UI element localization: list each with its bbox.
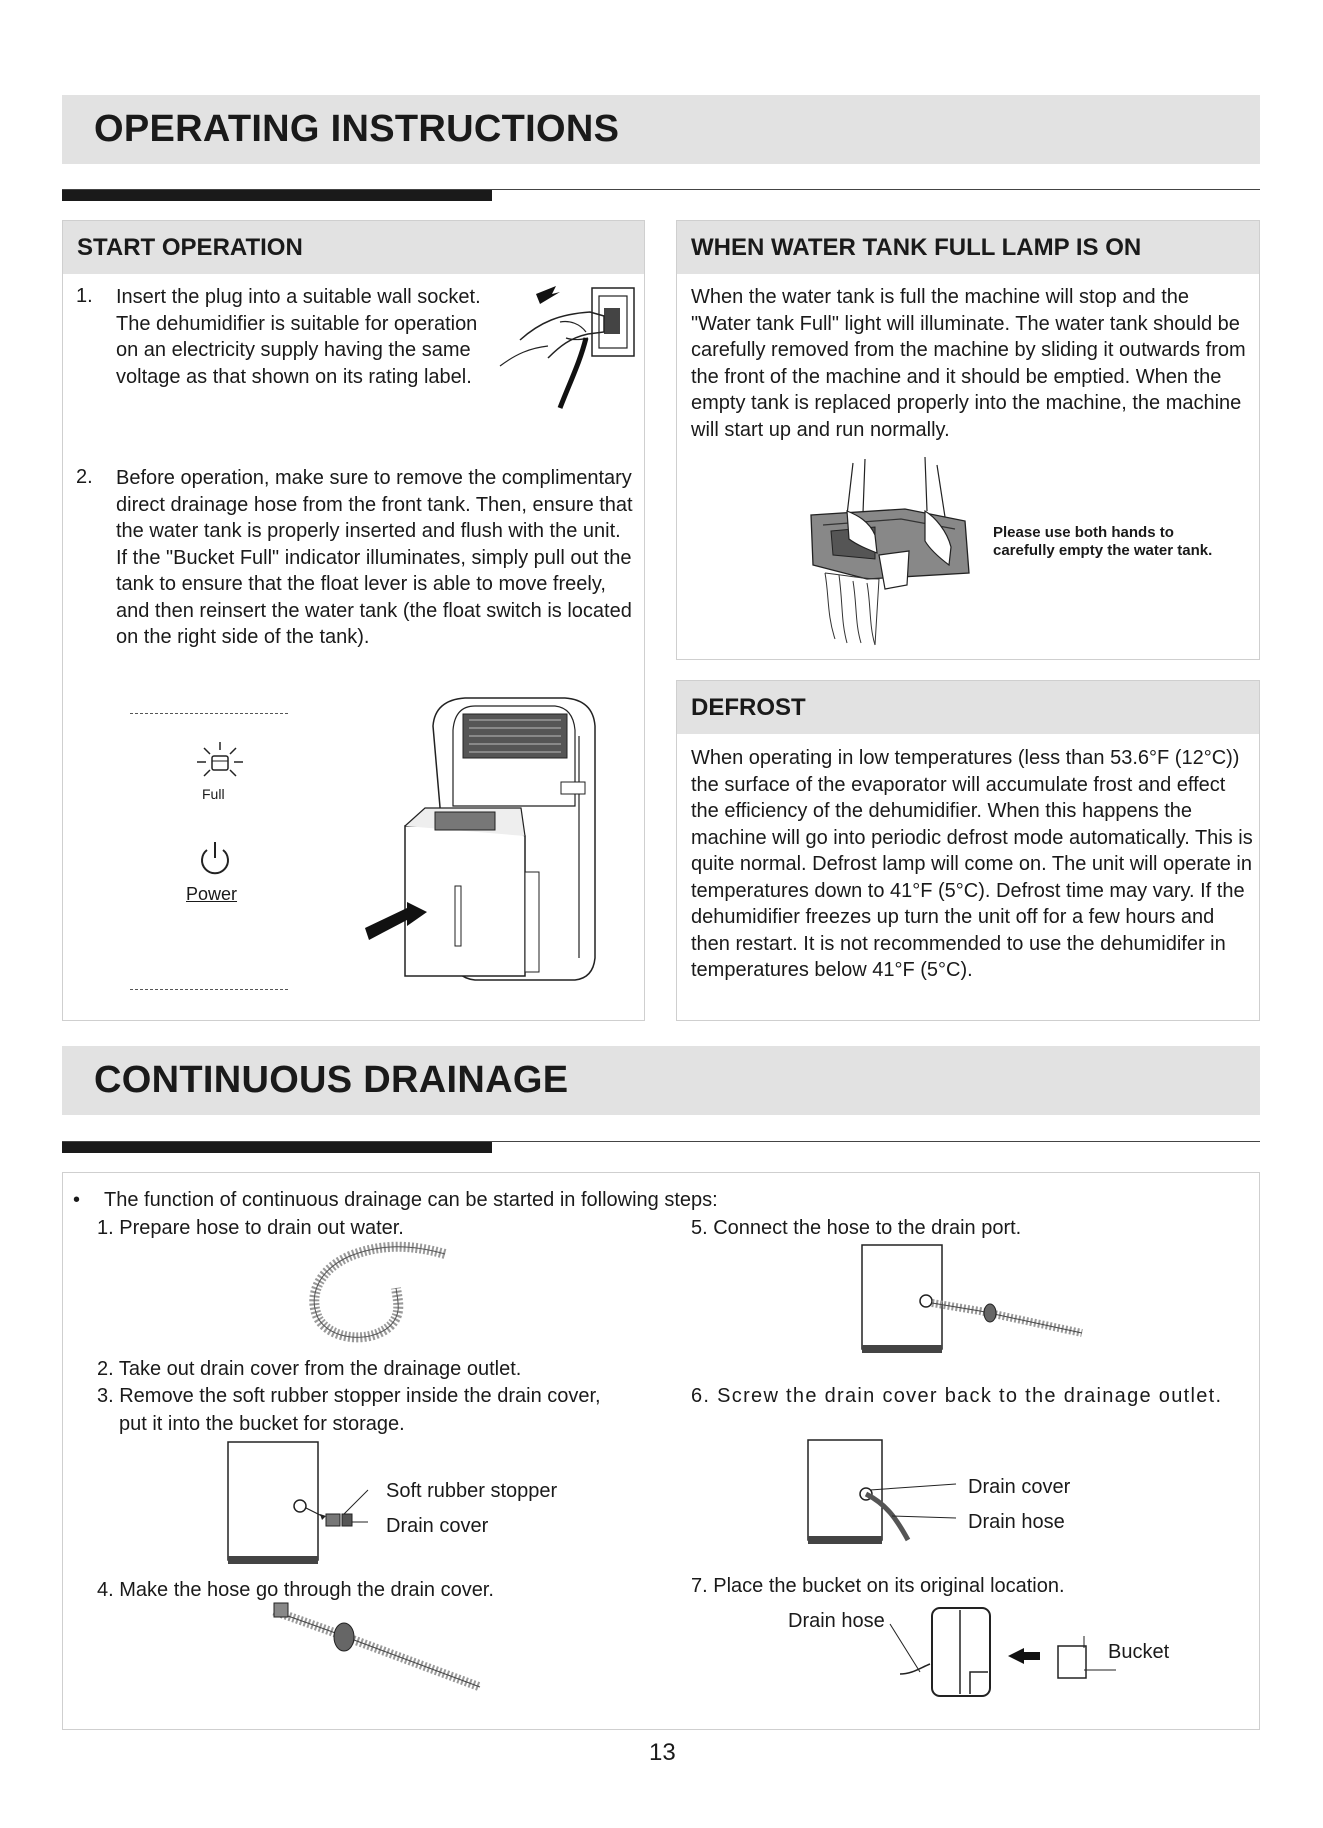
label-soft-rubber-stopper: Soft rubber stopper <box>386 1480 558 1502</box>
empty-tank-illustration <box>805 455 975 645</box>
dehumidifier-tank-illustration <box>365 696 605 986</box>
tank-full-note: Please use both hands to carefully empty the water tank. <box>993 524 1213 559</box>
drainage-rule-thin <box>62 1141 1260 1142</box>
drain-step6: 6. Screw the drain cover back to the drainage outlet. <box>691 1385 1223 1407</box>
operating-rule-thin <box>62 189 1260 190</box>
label-drain-cover-step3: Drain cover <box>386 1515 489 1537</box>
drain-step1: 1. Prepare hose to drain out water. <box>97 1217 404 1239</box>
page-number: 13 <box>649 1739 676 1766</box>
place-bucket-illustration <box>890 1604 1120 1700</box>
power-label: Power <box>186 884 238 904</box>
drain-step2: 2. Take out drain cover from the drainage outlet. <box>97 1358 522 1380</box>
rubber-stopper-illustration <box>226 1440 376 1570</box>
plug-socket-illustration <box>500 282 640 412</box>
intro-bullet: • <box>73 1189 81 1211</box>
drainage-title: CONTINUOUS DRAINAGE <box>94 1059 569 1101</box>
drain-step7: 7. Place the bucket on its original location. <box>691 1575 1065 1597</box>
defrost-title: DEFROST <box>691 694 806 721</box>
drainage-rule-thick <box>62 1141 492 1153</box>
operating-title: OPERATING INSTRUCTIONS <box>94 108 620 150</box>
tank-full-title: WHEN WATER TANK FULL LAMP IS ON <box>691 234 1142 261</box>
intro-text: The function of continuous drainage can be started in following steps: <box>104 1189 718 1211</box>
step1-number: 1. <box>76 285 93 307</box>
hose-through-cover-illustration <box>270 1603 485 1693</box>
connect-hose-illustration <box>860 1243 1090 1363</box>
label-drain-hose-step6: Drain hose <box>968 1511 1065 1533</box>
power-icon[interactable] <box>198 840 232 878</box>
drain-step3-line1: 3. Remove the soft rubber stopper inside the drain cover, <box>97 1385 601 1407</box>
label-drain-cover-step6: Drain cover <box>968 1476 1071 1498</box>
drain-step5: 5. Connect the hose to the drain port. <box>691 1217 1022 1239</box>
tank-full-text: When the water tank is full the machine will stop and the "Water tank Full" light will illuminate. The water tank should be carefully removed from the machine by sliding it outwards from the front of the machine and it should be emptied. When the empty tank is replaced properly into the machine, the machine will start up and run normally. <box>691 286 1246 441</box>
full-label: Full <box>202 786 225 802</box>
panel-dashed-bottom <box>130 989 288 990</box>
step2-text: Before operation, make sure to remove the complimentary direct drainage hose from the front tank. Then, ensure that the water tank is properly inserted and flush with the unit. If the "Bucket Full" indicator illuminates, simply pull out the tank to ensure that the float lever is able to move freely, and then reinsert the water tank (the float switch is located on the right side of the tank). <box>116 467 633 648</box>
label-bucket: Bucket <box>1108 1641 1170 1663</box>
start-operation-title: START OPERATION <box>77 234 303 261</box>
drain-step3-line2: put it into the bucket for storage. <box>119 1413 405 1435</box>
coiled-hose-illustration <box>300 1240 450 1350</box>
panel-dashed-top <box>130 713 288 714</box>
defrost-text: When operating in low temperatures (less than 53.6°F (12°C)) the surface of the evaporator will accumulate frost and effect the efficiency of the dehumidifier. When this happens the machine will go into periodic defrost mode automatically. This is quite normal. Defrost lamp will come on. The unit will operate in temperatures down to 41°F (5°C). Defrost time may vary. If the dehumidifier freezes up turn the unit off for a few hours and then restart. It is not recommended to use the dehumidifer in temperatures below 41°F (5°C). <box>691 747 1253 981</box>
step2-number: 2. <box>76 466 93 488</box>
drain-step4: 4. Make the hose go through the drain cover. <box>97 1579 494 1601</box>
bucket-full-lamp-icon <box>195 742 245 782</box>
label-drain-hose-step7: Drain hose <box>788 1610 885 1632</box>
screw-cover-illustration <box>806 1438 966 1548</box>
step1-text: Insert the plug into a suitable wall socket. The dehumidifier is suitable for operation on an electricity supply having the same voltage as that shown on its rating label. <box>116 286 481 388</box>
operating-rule-thick <box>62 189 492 201</box>
